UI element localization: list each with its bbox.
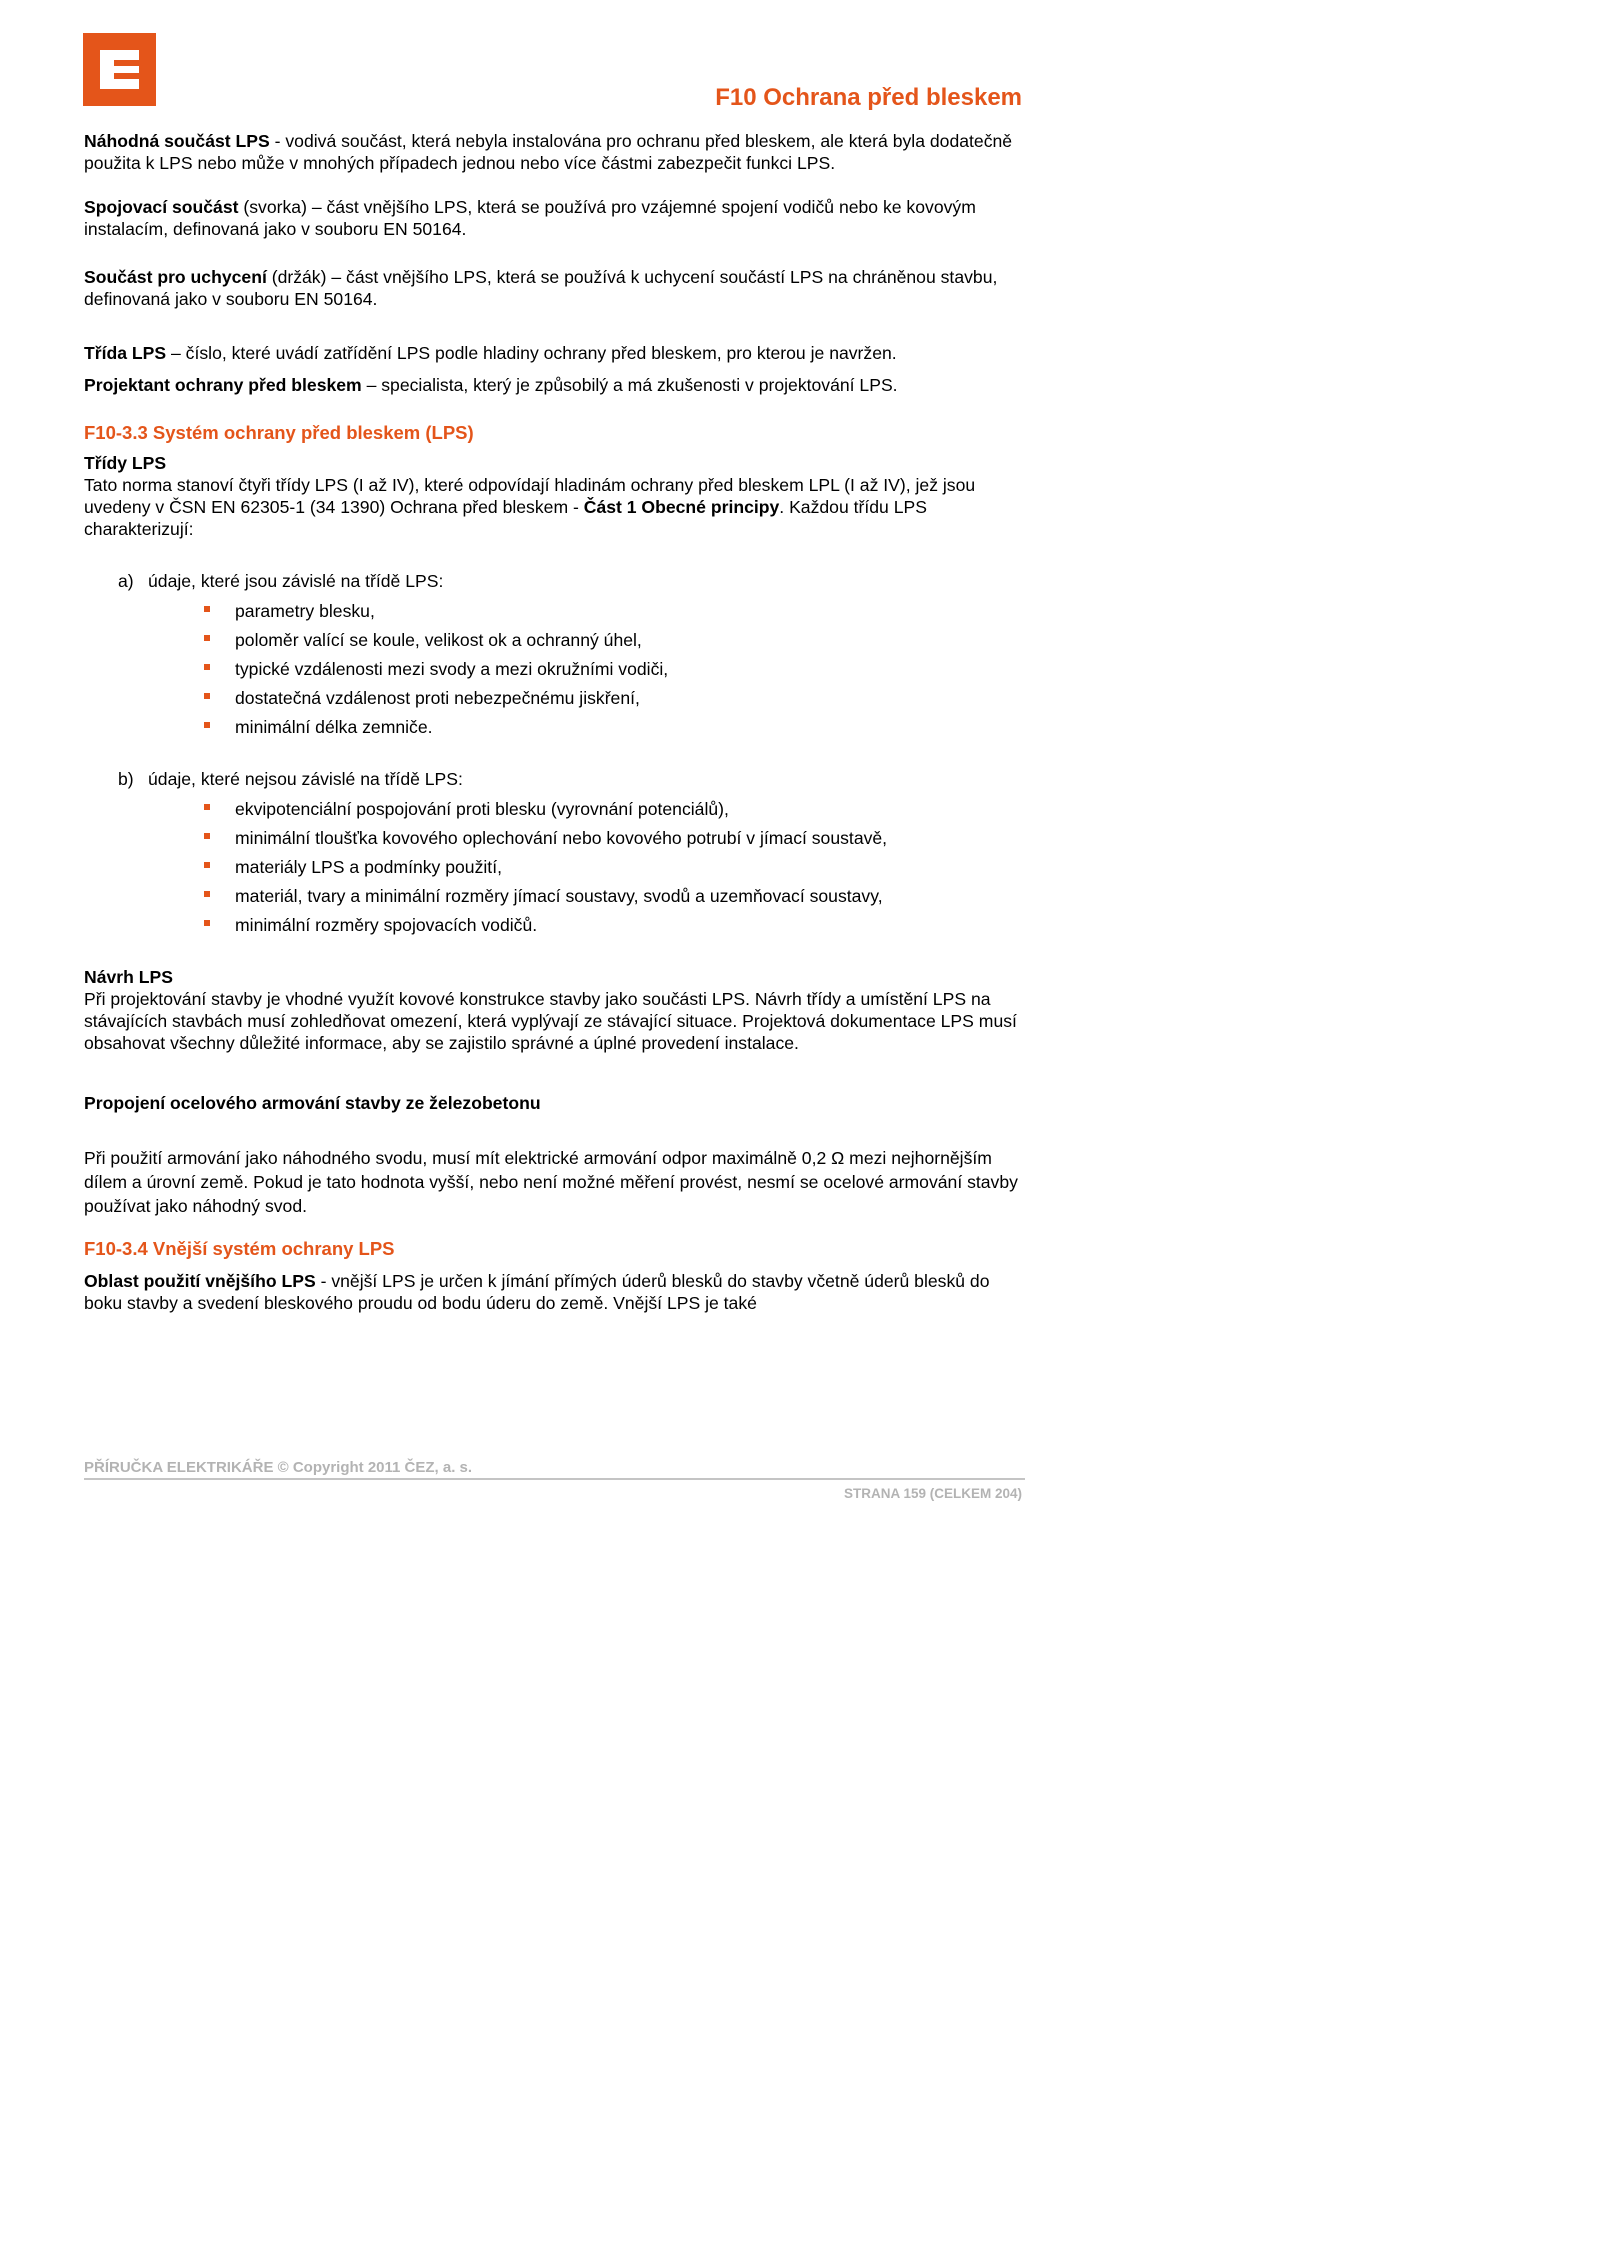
cez-logo-icon <box>83 33 156 106</box>
bullet-icon <box>204 804 210 810</box>
section-heading-33: F10-3.3 Systém ochrany před bleskem (LPS) <box>84 422 474 443</box>
term: Projektant ochrany před bleskem <box>84 375 362 395</box>
list-item <box>84 856 1024 878</box>
term: Spojovací součást <box>84 197 239 217</box>
bullet-icon <box>204 722 210 728</box>
paragraph-tridy <box>84 474 1024 540</box>
paragraph-projektant <box>84 372 1024 398</box>
term: Oblast použití vnějšího LPS <box>84 1271 316 1291</box>
document-body <box>84 130 1024 1314</box>
bullet-text: typické vzdálenosti mezi svody a mezi okružními vodiči, <box>235 659 669 679</box>
bullet-text: minimální rozměry spojovacích vodičů. <box>235 915 538 935</box>
bullet-icon <box>204 920 210 926</box>
paragraph-propojeni: Při použití armování jako náhodného svodu, musí mít elektrické armování odpor maximálně 0,2 Ω mezi nejhornějším dílem a úrovní země. Pokud je tato hodnota vyšší, nebo není možné měření provést, nesmí se ocelové armování stavby používat jako náhodný svod. <box>84 1148 1018 1216</box>
text-part: . Každou třídu LPS charakterizují: <box>84 497 927 539</box>
bullet-text: dostatečná vzdálenost proti nebezpečnému jiskření, <box>235 688 640 708</box>
term: Třída LPS <box>84 343 167 363</box>
bullet-list-a <box>84 600 1024 738</box>
paragraph-spojovaci <box>84 196 1024 240</box>
bullet-text: materiály LPS a podmínky použití, <box>235 857 502 877</box>
list-marker: b) <box>118 769 134 789</box>
paragraph-uchyceni <box>84 266 1024 310</box>
bullet-text: minimální tloušťka kovového oplechování nebo kovového potrubí v jímací soustavě, <box>235 828 888 848</box>
bullet-icon <box>204 891 210 897</box>
list-item <box>84 629 1024 651</box>
text-part: Tato norma stanoví čtyři třídy LPS (I až IV), které odpovídají hladinám ochrany před bleskem LPL (I až IV), jež jsou uvedeny v ČSN EN 62305-1 (34 1390) Ochrana před bleskem - <box>84 475 976 517</box>
page-title: F10 Ochrana před bleskem <box>715 84 1022 111</box>
bullet-list-b <box>84 798 1024 936</box>
list-item <box>84 885 1024 907</box>
definition: – specialista, který je způsobilý a má zkušenosti v projektování LPS. <box>361 375 898 395</box>
paragraph-vnejsi <box>84 1270 1024 1314</box>
bullet-icon <box>204 693 210 699</box>
section-heading-34: F10-3.4 Vnější systém ochrany LPS <box>84 1238 395 1259</box>
paragraph-navrh: Při projektování stavby je vhodné využít kovové konstrukce stavby jako součásti LPS. Návrh třídy a umístění LPS na stávajících stavbách musí zohledňovat omezení, která vyplývají ze stávající situace. Projektová dokumentace LPS musí obsahovat všechny důležité informace, aby se zajistilo správné a úplné provedení instalace. <box>84 989 1017 1053</box>
subheading-propojeni: Propojení ocelového armování stavby ze železobetonu <box>84 1093 541 1113</box>
bullet-icon <box>204 833 210 839</box>
bullet-text: ekvipotenciální pospojování proti blesku (vyrovnání potenciálů), <box>235 799 729 819</box>
subheading-navrh: Návrh LPS <box>84 967 173 987</box>
definition: (svorka) – část vnějšího LPS, která se používá pro vzájemné spojení vodičů nebo ke kovovým instalacím, definovaná jako v souboru EN 50164. <box>84 197 976 239</box>
list-label: údaje, které jsou závislé na třídě LPS: <box>148 571 444 591</box>
bold-reference: Část 1 Obecné principy <box>583 497 780 517</box>
bullet-icon <box>204 862 210 868</box>
bullet-icon <box>204 606 210 612</box>
list-b <box>84 768 1024 790</box>
bullet-text: parametry blesku, <box>235 601 375 621</box>
footer-page-number: STRANA 159 (CELKEM 204) <box>843 1486 1022 1501</box>
term: Součást pro uchycení <box>84 267 267 287</box>
list-item <box>84 600 1024 622</box>
list-marker: a) <box>118 571 134 591</box>
list-item <box>84 914 1024 936</box>
paragraph-trida <box>84 340 1024 366</box>
definition: - vnější LPS je určen k jímání přímých úderů blesků do stavby včetně úderů blesků do boku stavby a svedení bleskového proudu od bodu úderu do země. Vnější LPS je také <box>84 1271 990 1313</box>
list-item <box>84 687 1024 709</box>
list-item <box>84 716 1024 738</box>
subheading-tridy: Třídy LPS <box>84 453 167 473</box>
list-item <box>84 798 1024 820</box>
definition: (držák) – část vnějšího LPS, která se používá k uchycení součástí LPS na chráněnou stavbu, definovaná jako v souboru EN 50164. <box>84 267 998 309</box>
list-item <box>84 658 1024 680</box>
bullet-text: materiál, tvary a minimální rozměry jímací soustavy, svodů a uzemňovací soustavy, <box>235 886 883 906</box>
bullet-text: poloměr valící se koule, velikost ok a ochranný úhel, <box>235 630 642 650</box>
list-a <box>84 570 1024 592</box>
bullet-icon <box>204 664 210 670</box>
footer-copyright: PŘÍRUČKA ELEKTRIKÁŘE © Copyright 2011 ČEZ, a. s. <box>84 1459 473 1476</box>
definition: - vodivá součást, která nebyla instalována pro ochranu před bleskem, ale která byla dodatečně použita k LPS nebo může v mnohých případech jednou nebo více částmi zabezpečit funkci LPS. <box>84 131 1013 173</box>
list-label: údaje, které nejsou závislé na třídě LPS: <box>148 769 463 789</box>
term: Náhodná součást LPS <box>84 131 270 151</box>
bullet-icon <box>204 635 210 641</box>
bullet-text: minimální délka zemniče. <box>235 717 433 737</box>
footer-divider <box>84 1478 1025 1480</box>
list-item <box>84 827 1024 849</box>
paragraph-nahodna <box>84 130 1024 174</box>
definition: – číslo, které uvádí zatřídění LPS podle hladiny ochrany před bleskem, pro kterou je navržen. <box>166 343 897 363</box>
